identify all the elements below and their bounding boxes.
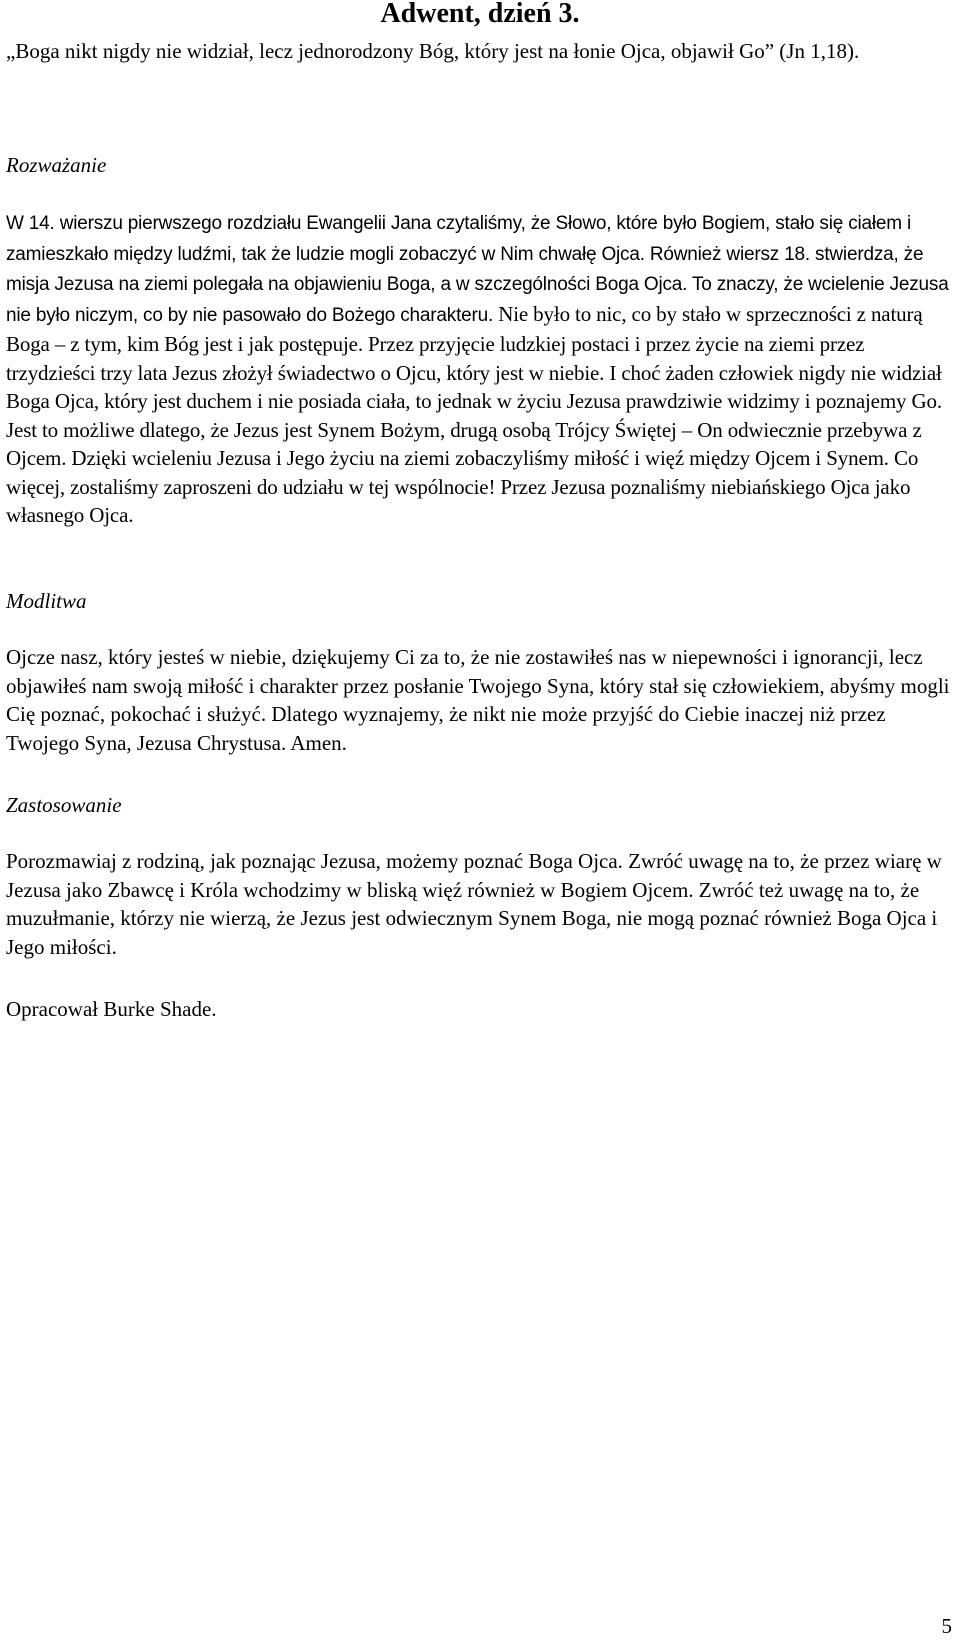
application-paragraph: Porozmawiaj z rodziną, jak poznając Jezusa, możemy poznać Boga Ojca. Zwróć uwagę na to, że przez wiarę w Jezusa jako Zbawcę i Króla wchodzimy w bliską więź również w Bogiem Ojcem. Zwróć też uwagę na to, że muzułmanie, którzy nie wierzą, że Jezus jest odwiecznym Synem Boga, nie mogą poznać również Boga Ojca i Jego miłości. (6, 849, 942, 959)
author-line: Opracował Burke Shade. (6, 997, 217, 1021)
page-title: Adwent, dzień 3. (380, 0, 580, 29)
prayer-heading: Modlitwa (6, 589, 87, 613)
prayer-paragraph: Ojcze nasz, który jesteś w niebie, dziękujemy Ci za to, że nie zostawiłeś nas w niepewności i ignorancji, lecz objawiłeś nam swoją miłość i charakter przez posłanie Twojego Syna, który stał się człowiekiem, abyśmy mogli Cię poznać, pokochać i służyć. Dlatego wyznajemy, że nikt nie może przyjść do Ciebie inaczej niż przez Twojego Syna, Jezusa Chrystusa. Amen. (6, 645, 950, 755)
application-heading: Zastosowanie (6, 793, 122, 817)
bible-quote: „Boga nikt nigdy nie widział, lecz jednorodzony Bóg, który jest na łonie Ojca, objawił Go” (Jn 1,18). (6, 39, 860, 63)
reflection-text-part1: W 14. wierszu pierwszego rozdziału Ewangelii Jana czytaliśmy, że Słowo, które było Bogiem, stało się ciałem i zamieszkało między ludźmi, tak że ludzie mogli zobaczyć w Nim chwałę Ojca. Również wiersz 18. stwierdza, że misja Jezusa na ziemi polegała na objawieniu Boga, a w szczególności Boga Ojca. To znaczy, że wcielenie Jezusa nie było niczym, co by nie pasowało do Bożego charakteru. (6, 213, 949, 326)
reflection-text-part2: Nie było to nic, co by stało w sprzeczności z naturą Boga – z tym, kim Bóg jest i jak postępuje. Przez przyjęcie ludzkiej postaci i przez życie na ziemi przez trzydzieści trzy lata Jezus złożył świadectwo o Ojcu, który jest w niebie. I choć żaden człowiek nigdy nie widział Boga Ojca, który jest duchem i nie posiada ciała, to jednak w życiu Jezusa prawdziwie widzimy i poznajemy Go. Jest to możliwe dlatego, że Jezus jest Synem Bożym, drugą osobą Trójcy Świętej – On odwiecznie przebywa z Ojcem. Dzięki wcieleniu Jezusa i Jego życiu na ziemi zobaczyliśmy miłość i więź między Ojcem i Synem. Co więcej, zostaliśmy zaproszeni do udziału w tej wspólnocie! Przez Jezusa poznaliśmy niebiańskiego Ojca jako własnego Ojca. (6, 301, 942, 527)
reflection-paragraph (6, 208, 956, 530)
page-number: 5 (941, 1614, 952, 1638)
reflection-heading: Rozważanie (6, 153, 107, 177)
